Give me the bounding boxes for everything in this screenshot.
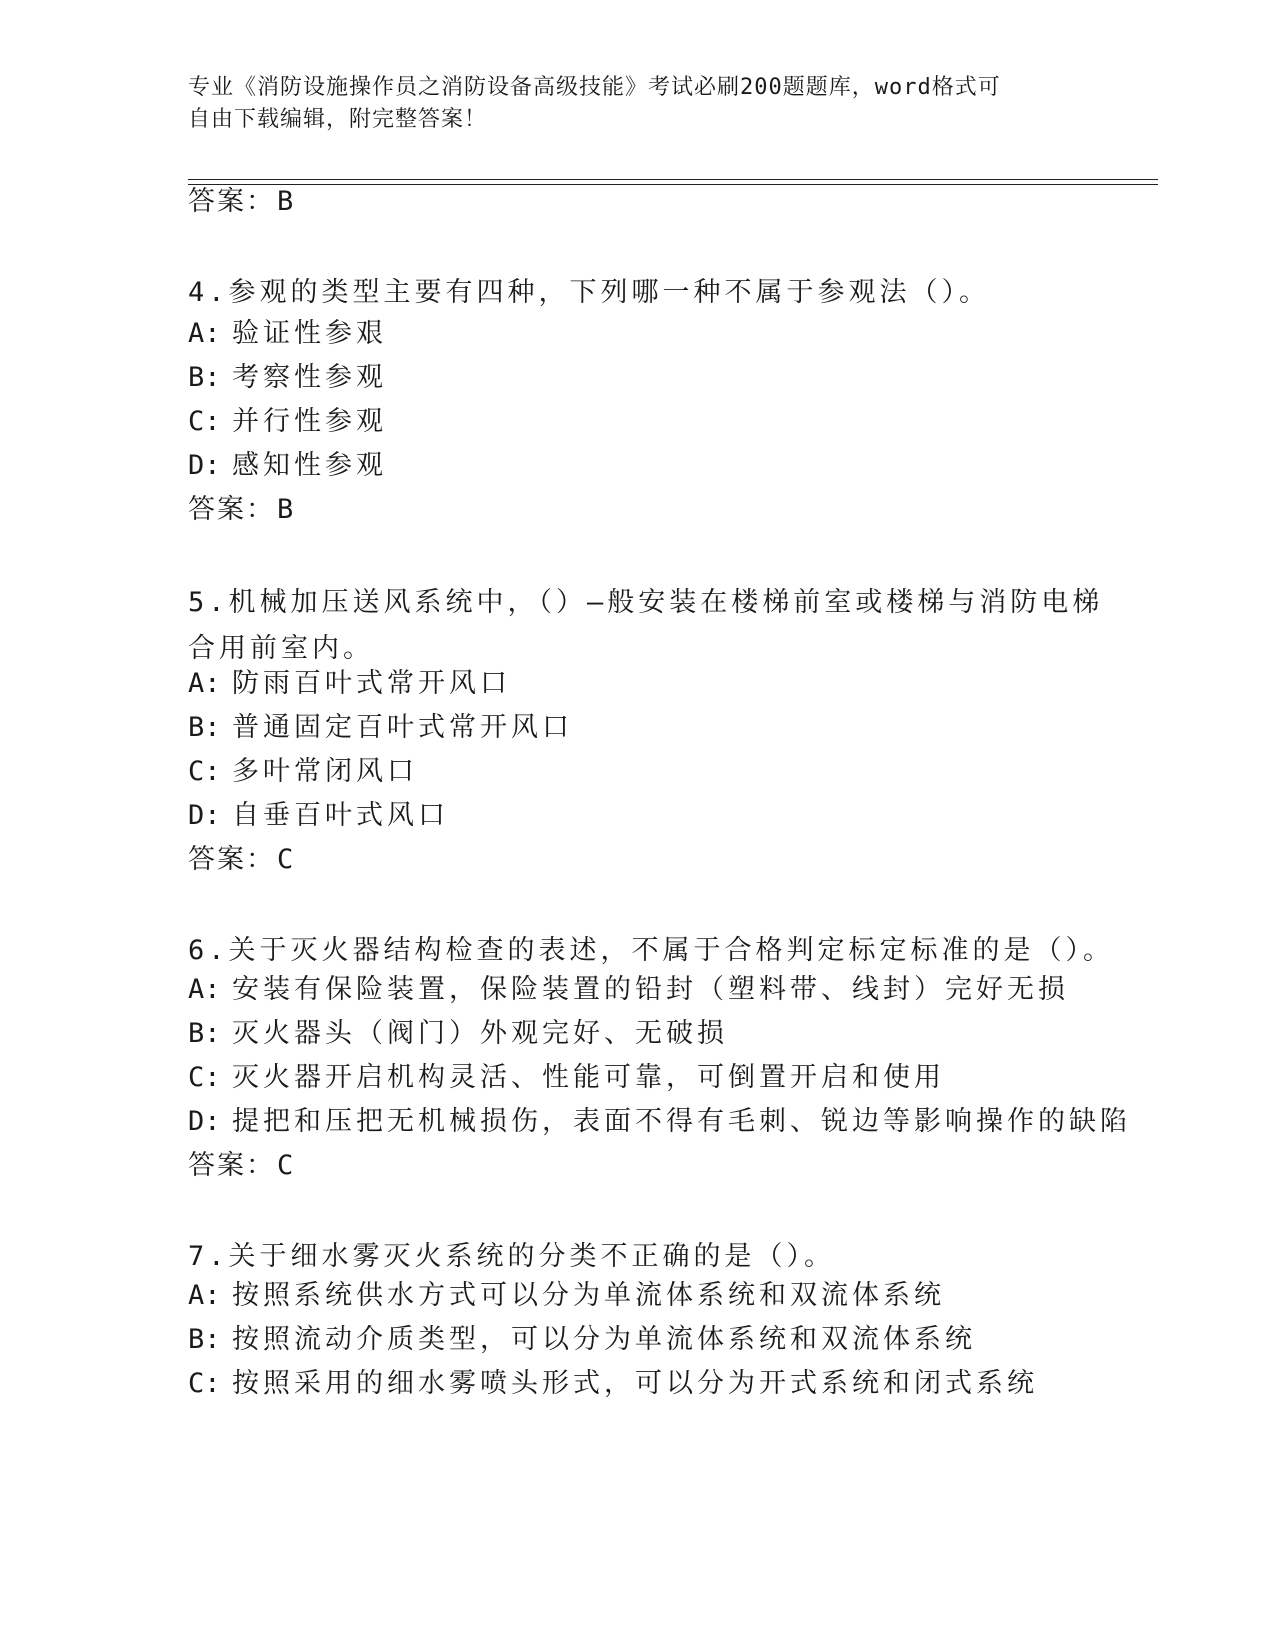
option-key: B:: [188, 712, 221, 743]
question-4-option-b: [188, 360, 387, 396]
question-5-option-b: [188, 710, 573, 746]
question-text: 4.参观的类型主要有四种，下列哪一种不属于参观法（）。: [188, 277, 991, 308]
question-text-cont: 合用前室内。: [188, 633, 374, 664]
question-text: 7.关于细水雾灭火系统的分类不正确的是（）。: [188, 1241, 836, 1272]
option-key: D:: [188, 800, 221, 831]
header-line-1: 专业《消防设施操作员之消防设备高级技能》考试必刷200题题库，word格式可: [188, 75, 1001, 100]
option-text: 普通固定百叶式常开风口: [232, 712, 573, 743]
header-divider-bottom: [188, 184, 1158, 185]
question-text: 6.关于灭火器结构检查的表述，不属于合格判定标定标准的是（）。: [188, 935, 1115, 966]
answer-prev: [188, 184, 293, 220]
option-key: D:: [188, 450, 221, 481]
option-text: 灭火器头（阀门）外观完好、无破损: [232, 1018, 728, 1049]
question-6-option-b: [188, 1016, 728, 1052]
answer-value: C: [277, 1150, 294, 1181]
question-6: [188, 928, 1115, 974]
option-text: 感知性参观: [232, 450, 387, 481]
header-divider-top: [188, 179, 1158, 180]
option-text: 按照采用的细水雾喷头形式，可以分为开式系统和闭式系统: [232, 1368, 1038, 1399]
option-key: D:: [188, 1106, 221, 1137]
option-text: 多叶常闭风口: [232, 756, 418, 787]
option-text: 灭火器开启机构灵活、性能可靠，可倒置开启和使用: [232, 1062, 945, 1093]
option-key: A:: [188, 668, 221, 699]
question-6-answer: [188, 1148, 293, 1184]
question-7-option-a: [188, 1278, 945, 1314]
answer-label: 答案：: [188, 186, 275, 217]
option-text: 提把和压把无机械损伤，表面不得有毛刺、锐边等影响操作的缺陷: [232, 1106, 1131, 1137]
question-7: [188, 1234, 1088, 1280]
question-4-option-c: [188, 404, 387, 440]
option-text: 安装有保险装置，保险装置的铅封（塑料带、线封）完好无损: [232, 974, 1069, 1005]
question-4-option-a: [188, 316, 387, 352]
option-text: 按照流动介质类型，可以分为单流体系统和双流体系统: [232, 1324, 976, 1355]
header-line-2: 自由下载编辑，附完整答案！: [188, 107, 488, 132]
option-key: A:: [188, 1280, 221, 1311]
question-6-option-a: [188, 972, 1069, 1008]
question-4-option-d: [188, 448, 387, 484]
question-5-option-a: [188, 666, 511, 702]
question-7-option-c: [188, 1366, 1038, 1402]
question-5-option-c: [188, 754, 418, 790]
answer-value: B: [277, 186, 294, 217]
option-key: C:: [188, 406, 221, 437]
option-text: 并行性参观: [232, 406, 387, 437]
option-text: 防雨百叶式常开风口: [232, 668, 511, 699]
question-4: [188, 270, 1088, 316]
page-header: [188, 72, 1088, 136]
question-5-option-d: [188, 798, 449, 834]
answer-value: C: [277, 844, 294, 875]
option-key: C:: [188, 756, 221, 787]
answer-label: 答案：: [188, 494, 275, 525]
option-key: A:: [188, 318, 221, 349]
option-text: 考察性参观: [232, 362, 387, 393]
option-text: 验证性参艰: [232, 318, 387, 349]
question-5-answer: [188, 842, 293, 878]
option-key: C:: [188, 1368, 221, 1399]
option-key: C:: [188, 1062, 221, 1093]
answer-value: B: [277, 494, 294, 525]
question-5: [188, 580, 1104, 672]
question-7-option-b: [188, 1322, 976, 1358]
option-key: B:: [188, 1324, 221, 1355]
option-key: B:: [188, 1018, 221, 1049]
answer-label: 答案：: [188, 1150, 275, 1181]
question-6-option-c: [188, 1060, 945, 1096]
option-key: B:: [188, 362, 221, 393]
question-6-option-d: [188, 1104, 1131, 1140]
option-text: 自垂百叶式风口: [232, 800, 449, 831]
question-text: 5.机械加压送风系统中，（）—般安装在楼梯前室或楼梯与消防电梯: [188, 587, 1104, 618]
question-4-answer: [188, 492, 293, 528]
option-text: 按照系统供水方式可以分为单流体系统和双流体系统: [232, 1280, 945, 1311]
option-key: A:: [188, 974, 221, 1005]
answer-label: 答案：: [188, 844, 275, 875]
